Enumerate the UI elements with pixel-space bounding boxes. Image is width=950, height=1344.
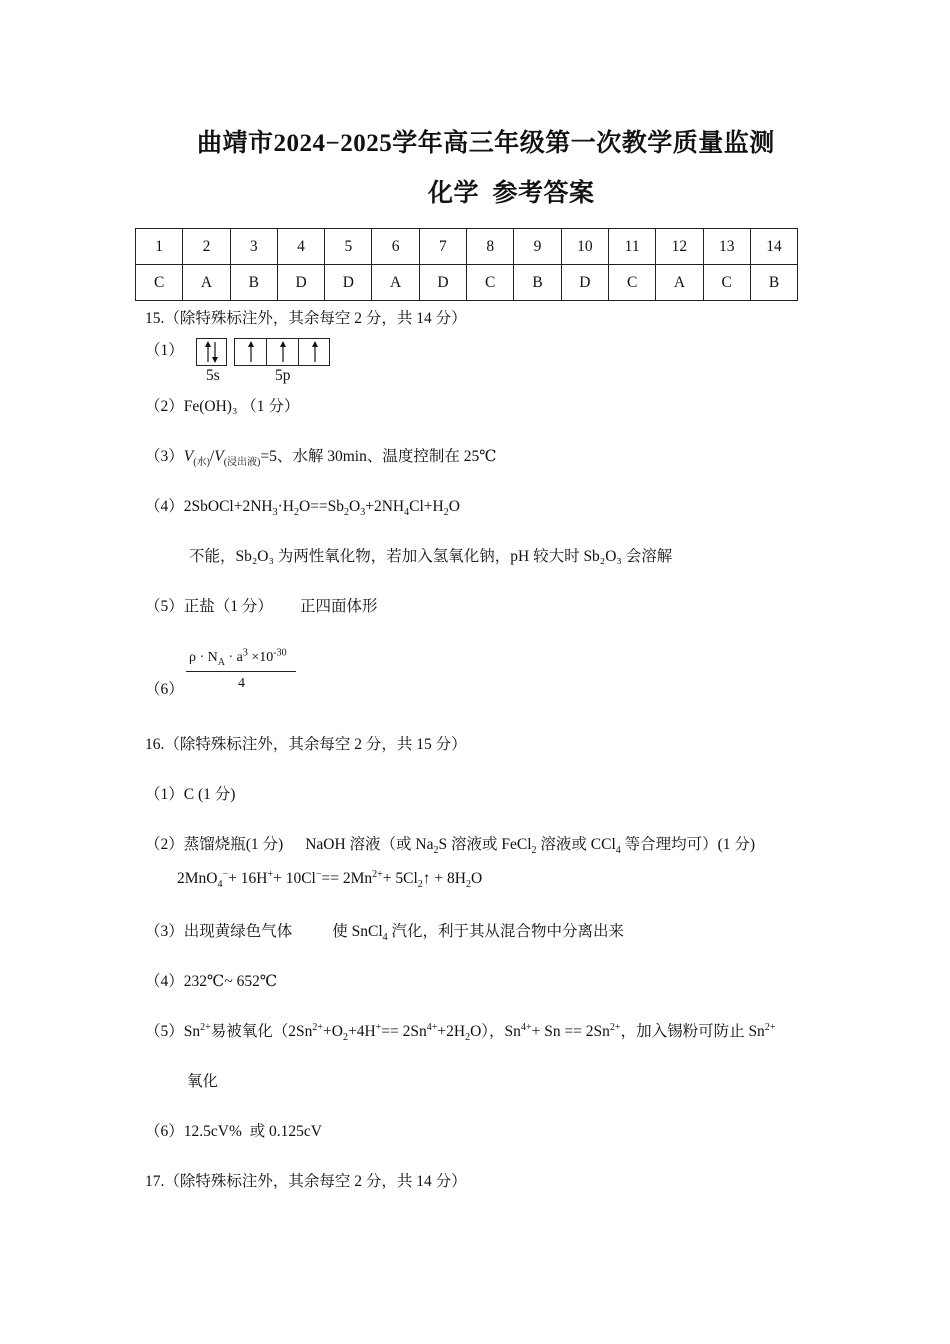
q16-part5-cont: 氧化 <box>187 1073 219 1090</box>
paired-electron-arrows-icon <box>197 339 226 365</box>
answer-cell: C <box>608 265 655 301</box>
q15-part6-label: （6） <box>145 681 184 698</box>
question-number: 7 <box>419 229 466 265</box>
question-number: 14 <box>750 229 797 265</box>
answer-cell: B <box>750 265 797 301</box>
q15-part4-explanation: 不能，Sb₂O₃ 为两性氧化物，若加入氢氧化钠，pH 较大时 Sb₂O₃ 会溶解 <box>189 548 673 565</box>
question-number: 2 <box>183 229 230 265</box>
q15-part1-label: （1） <box>145 342 184 359</box>
answer-cell: A <box>183 265 230 301</box>
question-number: 3 <box>230 229 277 265</box>
answer-cell: B <box>230 265 277 301</box>
answer-cell: A <box>372 265 419 301</box>
q16-part5: $(5)Sn^{2+}$易被氧化$(2Sn^{2+}+O_2+4H^+== 2Sn^{4+}+2H_2O)$，$Sn^{4+}+ Sn == 2Sn^{2+}$，加入锡粉可防止 $Sn^{2+}$ <box>145 1021 776 1044</box>
q16-part4: （4）232℃~ 652℃ <box>145 973 278 990</box>
question-number: 5 <box>325 229 372 265</box>
q16-part6: （6）12.5cV% 或 0.125cV <box>145 1123 322 1140</box>
q17-heading: 17.（除特殊标注外，其余每空 2 分，共 14 分） <box>145 1173 467 1190</box>
q15-part3-text: =5、水解 30min、温度控制在 25℃ <box>260 448 497 465</box>
question-number: 12 <box>656 229 703 265</box>
question-number: 13 <box>703 229 750 265</box>
answer-cell: B <box>514 265 561 301</box>
q16-part2-equation: $2MnO_4^-+ 16H^++ 10Cl^-== 2Mn^{2+}+$ $5Cl_2↑ + 8H_2O$ <box>177 868 483 891</box>
page-title: 曲靖市2024−2025学年高三年级第一次教学质量监测 <box>197 130 775 157</box>
orbital-5p-label: 5p <box>275 367 291 384</box>
answer-cell: D <box>277 265 324 301</box>
density-formula-numerator: $\rho \cdot N_A \cdot a^3 \times 10^{-30}$ <box>189 647 287 668</box>
answer-table <box>135 228 798 301</box>
volume-ratio: $V_{(水)}/V_{(浸出液)}$ <box>183 448 261 469</box>
answer-cell: D <box>325 265 372 301</box>
answer-cell: C <box>703 265 750 301</box>
q16-heading: 16.（除特殊标注外，其余每空 2 分，共 15 分） <box>145 736 467 753</box>
answer-cell: D <box>561 265 608 301</box>
q15-heading: 15.（除特殊标注外，其余每空 2 分，共 14 分） <box>145 310 467 327</box>
fraction-bar <box>186 671 296 672</box>
answer-cell: C <box>136 265 183 301</box>
answer-table-number-row <box>136 229 798 265</box>
answer-cell: A <box>656 265 703 301</box>
q15-part5: （5）正盐（1 分） 正四面体形 <box>145 598 378 615</box>
page-subtitle: 化学 参考答案 <box>428 180 595 207</box>
q15-part4-equation: $(4)2SbOCl+2NH_3\cdot H_2O==Sb_2O_3+2NH_4Cl+H_2O$ <box>145 498 460 519</box>
question-number: 11 <box>608 229 655 265</box>
answer-cell: C <box>467 265 514 301</box>
answer-cell: D <box>419 265 466 301</box>
question-number: 1 <box>136 229 183 265</box>
unpaired-electron-arrows-icon <box>235 339 329 365</box>
orbital-5s-label: 5s <box>206 367 220 384</box>
question-number: 6 <box>372 229 419 265</box>
density-formula-denominator: 4 <box>238 676 245 691</box>
question-number: 9 <box>514 229 561 265</box>
orbital-5p-box <box>234 338 330 366</box>
q15-part3 <box>145 444 497 469</box>
question-number: 8 <box>467 229 514 265</box>
q16-part2: （2）蒸馏烧瓶(1 分) NaOH 溶液（或 $Na_2S$ 溶液或 FeCl$_2$ 溶液或 CCl$_4$ 等合理均可）(1 分) <box>145 836 756 857</box>
q16-part3: （3）出现黄绿色气体 使 SnCl$_4$ 汽化，利于其从混合物中分离出来 <box>145 923 625 944</box>
q15-part3-label: （3） <box>145 448 184 465</box>
question-number: 10 <box>561 229 608 265</box>
q16-part1: （1）C (1 分) <box>145 786 236 803</box>
orbital-5s-box <box>196 338 227 366</box>
q15-part2: （2）Fe(OH)₃ （1 分） <box>145 398 300 415</box>
question-number: 4 <box>277 229 324 265</box>
answer-table-answer-row <box>136 265 798 301</box>
